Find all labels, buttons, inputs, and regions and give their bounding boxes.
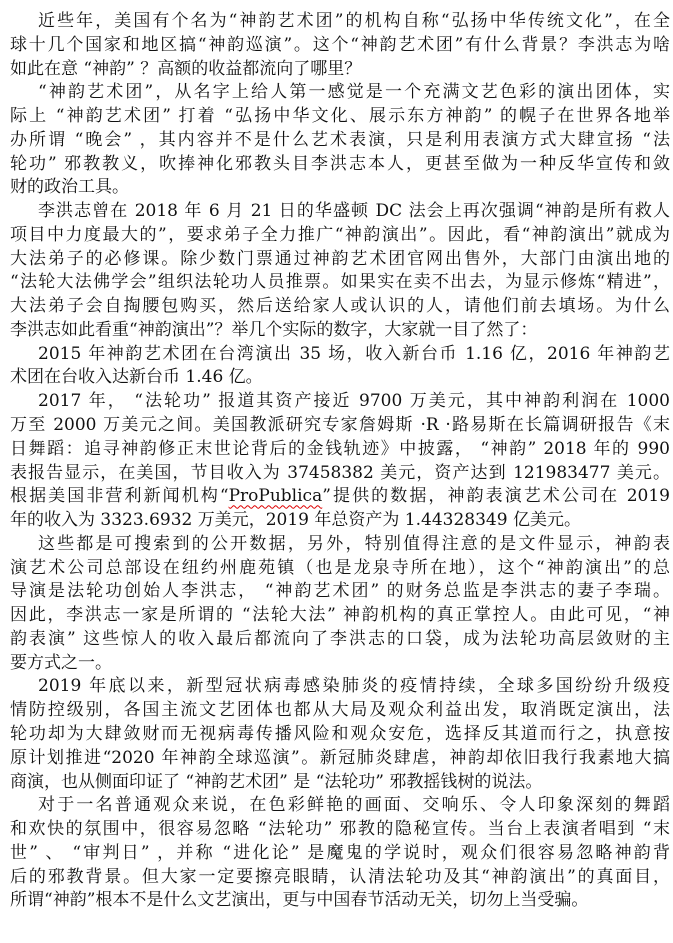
document-body bbox=[10, 10, 670, 913]
text-line: 大法弟子会自掏腰包购买，然后送给家人或认识的人，请他们前去填场。为什么 bbox=[10, 296, 670, 317]
text-line: 表报告显示，在美国，节目收入为 37458382 美元，资产达到 121983477 美元。 bbox=[10, 462, 670, 483]
text-line: 情防控级别，各国主流文艺团体也都从大局及观众利益出发，取消既定演出，法 bbox=[10, 700, 670, 721]
text-line: “神韵艺术团”，从名字上给人第一感觉是一个充满文艺色彩的演出团体，实 bbox=[38, 82, 670, 103]
paragraph bbox=[10, 675, 670, 794]
text-line: 日舞蹈：追寻神韵修正末世论背后的金钱轨迹》中披露， “神韵” 2018 年的 990 bbox=[10, 438, 670, 459]
text-line: 术团在台收入达新台币 1.46 亿。 bbox=[10, 367, 263, 388]
text-line: 李洪志如此看重“神韵演出”？举几个实际的数字，大家就一目了然了： bbox=[10, 319, 538, 340]
paragraph bbox=[10, 533, 670, 676]
text-line: 这些都是可搜索到的公开数据，另外，特别值得注意的是文件显示，神韵表 bbox=[38, 533, 670, 554]
text-line: 年的收入为 3323.6932 万美元，2019 年总资产为 1.44328349 亿美元。 bbox=[10, 510, 581, 531]
text-line: 因此，李洪志一家是所谓的 “法轮大法” 神韵机构的真正掌控人。由此可见，“神 bbox=[10, 605, 670, 626]
text-line: 大法弟子的必修课。除少数门票通过神韵艺术团官网出售外，大部门由演出地的 bbox=[10, 248, 670, 269]
paragraph bbox=[10, 10, 670, 81]
text-line: 根据美国非营利新闻机构“ProPublica”提供的数据，神韵表演艺术公司在 2019 bbox=[10, 486, 670, 507]
text-line: 对于一名普通观众来说，在色彩鲜艳的画面、交响乐、令人印象深刻的舞蹈 bbox=[38, 795, 670, 816]
text-line: 2015 年神韵艺术团在台湾演出 35 场，收入新台币 1.16 亿，2016 年神韵艺 bbox=[38, 343, 670, 364]
paragraph bbox=[10, 343, 670, 391]
text-line: “法轮大法佛学会”组织法轮功人员推票。如果实在卖不出去，为显示修炼“精进”， bbox=[10, 272, 670, 293]
text-line: 际上 “神韵艺术团” 打着 “弘扬中华文化、展示东方神韵” 的幌子在世界各地举 bbox=[10, 106, 670, 127]
text-line: 导演是法轮功创始人李洪志， “神韵艺术团” 的财务总监是李洪志的妻子李瑞。 bbox=[10, 581, 670, 602]
text-line: 办所谓 “晚会” ，其内容并不是什么艺术表演，只是利用表演方式大肆宣扬 “法 bbox=[10, 129, 670, 150]
text-line: 财的政治工具。 bbox=[10, 177, 129, 198]
paragraph bbox=[10, 81, 670, 200]
text-line: 原计划推进“2020 年神韵全球巡演”。新冠肺炎肆虐，神韵却依旧我行我素地大搞 bbox=[10, 747, 670, 768]
text-line: 万至 2000 万美元之间。美国教派研究专家詹姆斯 ·R ·路易斯在长篇调研报告《末 bbox=[10, 415, 670, 436]
text-line: 2019 年底以来，新型冠状病毒感染肺炎的疫情持续，全球多国纷纷升级疫 bbox=[38, 676, 670, 697]
text-line: 要方式之一。 bbox=[10, 652, 112, 673]
text-line: 轮功” 邪教教义，吹捧神化邪教头目李洪志本人，更甚至做为一种反华宣传和敛 bbox=[10, 153, 670, 174]
paragraph bbox=[10, 200, 670, 343]
text-line: 近些年，美国有个名为“神韵艺术团”的机构自称“弘扬中华传统文化”，在全 bbox=[38, 11, 670, 31]
paragraph bbox=[10, 794, 670, 913]
paragraph bbox=[10, 390, 670, 533]
text-line: 所谓“神韵”根本不是什么文艺演出，更与中国春节活动无关，切勿上当受骗。 bbox=[10, 890, 589, 911]
text-line: 李洪志曾在 2018 年 6 月 21 日的华盛顿 DC 法会上再次强调“神韵是所有救人 bbox=[38, 201, 670, 222]
text-line: 球十几个国家和地区搞“神韵巡演”。这个“神韵艺术团”有什么背景？李洪志为啥 bbox=[10, 34, 670, 55]
spellcheck-flagged-word[interactable]: ProPublica bbox=[228, 486, 323, 507]
text-line: 商演，也从侧面印证了 “神韵艺术团” 是 “法轮功” 邪教摇钱树的说法。 bbox=[10, 771, 543, 792]
text-line: 项目中力度最大的”，要求弟子全力推广“神韵演出”。因此，看“神韵演出”就成为 bbox=[10, 224, 670, 245]
text-line: 和欢快的氛围中，很容易忽略 “法轮功” 邪教的隐秘宣传。当台上表演者唱到 “末 bbox=[10, 819, 670, 840]
text-line: 世” 、 “审判日” ，并称 “进化论” 是魔鬼的学说时，观众们很容易忽略神韵背 bbox=[10, 842, 670, 863]
text-line: 轮功却为大肆敛财而无视病毒传播风险和观众安危，选择反其道而行之，执意按 bbox=[10, 723, 670, 744]
text-line: 2017 年， “法轮功” 报道其资产接近 9700 万美元，其中神韵利润在 1000 bbox=[38, 391, 670, 412]
text-line: 韵表演” 这些惊人的收入最后都流向了李洪志的口袋，成为法轮功高层敛财的主 bbox=[10, 628, 670, 649]
text-line: 如此在意 “神韵” ？高额的收益都流向了哪里？ bbox=[10, 58, 362, 79]
text-line: 演艺术公司总部设在纽约州鹿苑镇（也是龙泉寺所在地），这个“神韵演出”的总 bbox=[10, 557, 670, 578]
text-line: 后的邪教背景。但大家一定要擦亮眼睛，认清法轮功及其“神韵演出”的真面目， bbox=[10, 866, 670, 887]
